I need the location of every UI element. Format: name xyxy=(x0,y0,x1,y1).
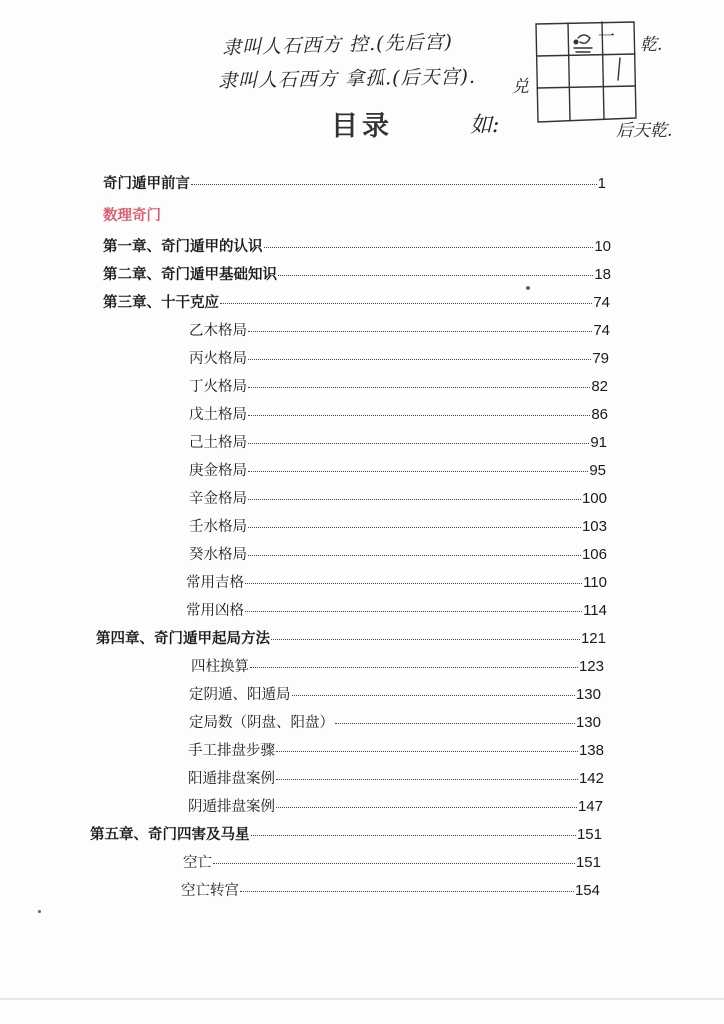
toc-entry-label: 空亡 xyxy=(183,855,212,871)
dot-leader xyxy=(248,555,581,556)
dot-leader xyxy=(292,695,575,696)
toc-entry[interactable] xyxy=(189,683,601,703)
toc-entry-label: 丙火格局 xyxy=(189,351,247,367)
toc-entry-label: 阳遁排盘案例 xyxy=(188,771,275,787)
section-heading: 数理奇门 xyxy=(103,208,161,224)
toc-entry[interactable] xyxy=(189,487,607,507)
toc-entry-label: 第二章、奇门遁甲基础知识 xyxy=(103,267,277,283)
toc-page-number: 151 xyxy=(576,826,602,843)
toc-page-number: 121 xyxy=(580,630,606,647)
toc-entry[interactable] xyxy=(103,235,611,255)
toc-entry-label: 定局数（阴盘、阳盘） xyxy=(189,715,334,731)
toc-page-number: 123 xyxy=(578,658,604,675)
toc-page-number: 151 xyxy=(575,854,601,871)
toc-entry[interactable] xyxy=(96,627,606,647)
toc-page-number: 130 xyxy=(575,686,601,703)
toc-entry[interactable] xyxy=(189,347,609,367)
toc-entry-label: 癸水格局 xyxy=(189,547,247,563)
toc-entry[interactable] xyxy=(189,711,601,731)
dot-leader xyxy=(276,807,577,808)
toc-page-number: 18 xyxy=(594,266,611,283)
toc-entry-label: 乙木格局 xyxy=(189,323,247,339)
toc-entry[interactable] xyxy=(189,543,607,563)
toc-page-number: 138 xyxy=(578,742,604,759)
dot-leader xyxy=(248,359,591,360)
page-edge xyxy=(0,998,724,1000)
toc-page-number: 1 xyxy=(597,175,606,192)
dot-leader xyxy=(245,611,582,612)
toc-entry[interactable] xyxy=(103,172,606,192)
toc-entry-label: 戊土格局 xyxy=(189,407,247,423)
dot-leader xyxy=(248,471,588,472)
toc-entry[interactable] xyxy=(189,459,606,479)
toc-page-number: 79 xyxy=(592,350,609,367)
toc-entry-label: 丁火格局 xyxy=(189,379,247,395)
dot-leader xyxy=(250,667,578,668)
handwritten-grid-label-1: 一 xyxy=(596,27,613,47)
toc-entry-label: 手工排盘步骤 xyxy=(188,743,275,759)
toc-entry-label: 第四章、奇门遁甲起局方法 xyxy=(96,631,270,647)
toc-entry-label: 辛金格局 xyxy=(189,491,247,507)
toc-page-number: 74 xyxy=(593,322,610,339)
toc-entry-label: 定阴遁、阳遁局 xyxy=(189,687,291,703)
dot-leader xyxy=(251,835,576,836)
toc-entry-label: 第五章、奇门四害及马星 xyxy=(90,827,250,843)
toc-entry[interactable] xyxy=(188,795,603,815)
toc-entry[interactable] xyxy=(188,767,604,787)
dot-leader xyxy=(248,499,581,500)
toc-entry[interactable] xyxy=(188,739,604,759)
page-title: 目录 xyxy=(331,111,393,142)
toc-page-number: 82 xyxy=(591,378,608,395)
dot-leader xyxy=(278,275,593,276)
toc-entry-label: 阴遁排盘案例 xyxy=(188,799,275,815)
dot-leader xyxy=(276,779,578,780)
toc-entry[interactable] xyxy=(90,823,602,843)
toc-entry[interactable] xyxy=(189,375,608,395)
toc-entry-label: 壬水格局 xyxy=(189,519,247,535)
toc-entry[interactable] xyxy=(191,655,604,675)
toc-entry[interactable] xyxy=(189,515,607,535)
toc-entry[interactable] xyxy=(181,879,600,899)
toc-entry-label: 第三章、十干克应 xyxy=(103,295,219,311)
toc-page-number: 147 xyxy=(577,798,603,815)
toc-entry-label: 常用吉格 xyxy=(186,575,244,591)
dot-leader xyxy=(248,527,581,528)
toc-entry[interactable] xyxy=(189,319,610,339)
toc-entry-label: 庚金格局 xyxy=(189,463,247,479)
dot-leader xyxy=(220,303,592,304)
toc-page-number: 106 xyxy=(581,546,607,563)
toc-entry-label: 奇门遁甲前言 xyxy=(103,176,190,192)
toc-page-number: 114 xyxy=(583,602,607,619)
dot-leader xyxy=(276,751,578,752)
toc-page-number: 142 xyxy=(578,770,604,787)
dot-leader xyxy=(240,891,574,892)
toc-page-number: 103 xyxy=(581,518,607,535)
toc-page-number: 91 xyxy=(590,434,607,451)
toc-page-number: 86 xyxy=(591,406,608,423)
toc-entry-label: 空亡转宫 xyxy=(181,883,239,899)
toc-entry-label: 四柱换算 xyxy=(191,659,249,675)
dot-leader xyxy=(248,415,590,416)
toc-page-number: 74 xyxy=(593,294,610,311)
dot-leader xyxy=(245,583,582,584)
handwritten-grid-label-2: 乾. xyxy=(640,35,663,55)
handwritten-note-line-2: 隶叫人石西方 拿孤.(后天宫). xyxy=(217,65,477,93)
toc-page-number: 110 xyxy=(583,574,607,591)
dot-leader xyxy=(191,184,597,185)
dot-leader xyxy=(248,331,592,332)
toc-entry-label: 常用凶格 xyxy=(186,603,244,619)
toc-entry[interactable] xyxy=(186,599,607,619)
dot-leader xyxy=(335,723,575,724)
toc-entry[interactable] xyxy=(183,851,601,871)
toc-entry[interactable] xyxy=(186,571,607,591)
toc-page-number: 130 xyxy=(575,714,601,731)
dot-leader xyxy=(271,639,580,640)
toc-entry[interactable] xyxy=(189,403,608,423)
handwritten-note-ru: 如: xyxy=(470,113,500,138)
dot-leader xyxy=(248,443,589,444)
dot-leader xyxy=(248,387,590,388)
handwritten-note-line-1: 隶叫人石西方 控.(先后宫) xyxy=(221,30,454,60)
toc-page-number: 154 xyxy=(574,882,600,899)
toc-entry[interactable] xyxy=(103,291,610,311)
scan-speck xyxy=(526,286,530,290)
toc-page-number: 95 xyxy=(589,462,606,479)
toc-page-number: 10 xyxy=(594,238,611,255)
toc-entry[interactable] xyxy=(189,431,607,451)
toc-entry[interactable] xyxy=(103,263,611,283)
dot-leader xyxy=(264,247,594,248)
toc-entry-label: 己土格局 xyxy=(189,435,247,451)
toc-entry-label: 第一章、奇门遁甲的认识 xyxy=(103,239,263,255)
toc-page-number: 100 xyxy=(581,490,607,507)
scan-speck xyxy=(38,910,41,913)
handwritten-note-left: 兑 xyxy=(512,77,529,97)
handwritten-note-bottom: 后天乾. xyxy=(616,121,673,141)
dot-leader xyxy=(213,863,575,864)
